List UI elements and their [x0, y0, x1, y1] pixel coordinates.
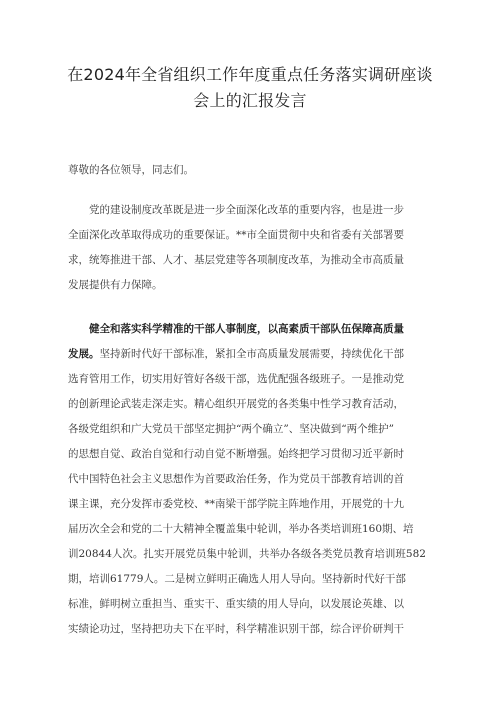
paragraph-2 — [68, 317, 434, 642]
paragraph-line: 期，培训61779人。二是树立鲜明正确选人用人导向。坚持新时代好干部 — [68, 573, 406, 585]
document-title-line-1: 在2024年全省组织工作年度重点任务落实调研座谈 — [67, 65, 433, 84]
paragraph-line: 标准，鲜明树立重担当、重实干、重实绩的用人导向，以发展论英雄、以 — [68, 598, 404, 610]
document-title-line-2: 会上的汇报发言 — [193, 91, 307, 110]
paragraph-line: 全面深化改革取得成功的重要保证。**市全面贯彻中央和省委有关部署要 — [68, 229, 404, 241]
paragraph-line: 实绩论功过，坚持把功夫下在平时，科学精准识别干部，综合评价研判干 — [68, 623, 404, 635]
paragraph-line: 的创新理论武装走深走实。精心组织开展党的各类集中性学习教育活动， — [68, 398, 404, 410]
paragraph-line: 选育管用工作，切实用好管好各级干部，选优配强各级班子。一是推动党 — [68, 373, 404, 385]
paragraph-line: 发展提供有力保障。 — [68, 279, 163, 291]
paragraph-line — [68, 342, 434, 367]
greeting: 尊敬的各位领导，同志们。 — [68, 164, 194, 176]
paragraph-line: 课主课，充分发挥市委党校、**南梁干部学院主阵地作用，开展党的十九 — [68, 498, 404, 510]
paragraph-line: 的思想自觉、政治自觉和行动自觉不断增强。始终把学习贯彻习近平新时 — [68, 448, 404, 460]
paragraph-heading-end: 发展。 — [68, 348, 100, 360]
paragraph-line: 代中国特色社会主义思想作为首要政治任务，作为党员干部教育培训的首 — [68, 473, 404, 485]
paragraph-line: 训20844人次。扎实开展党员集中轮训，共举办各级各类党员教育培训班582 — [68, 548, 426, 560]
paragraph-heading: 健全和落实科学精准的干部人事制度，以高素质干部队伍保障高质量 — [89, 323, 404, 335]
paragraph-line: 求，统筹推进干部、人才、基层党建等各项制度改革，为推动全市高质量 — [68, 254, 404, 266]
paragraph-1 — [68, 198, 434, 298]
paragraph-line: 届历次全会和党的二十大精神全覆盖集中轮训，举办各类培训班160期、培 — [68, 523, 414, 535]
paragraph-line: 各级党组织和广大党员干部坚定拥护“两个确立”、坚决做到“两个维护” — [68, 423, 394, 435]
paragraph-line-rest: 坚持新时代好干部标准，紧扣全市高质量发展需要，持续优化干部 — [99, 348, 404, 360]
paragraph-line: 党的建设制度改革既是进一步全面深化改革的重要内容，也是进一步 — [89, 204, 404, 216]
